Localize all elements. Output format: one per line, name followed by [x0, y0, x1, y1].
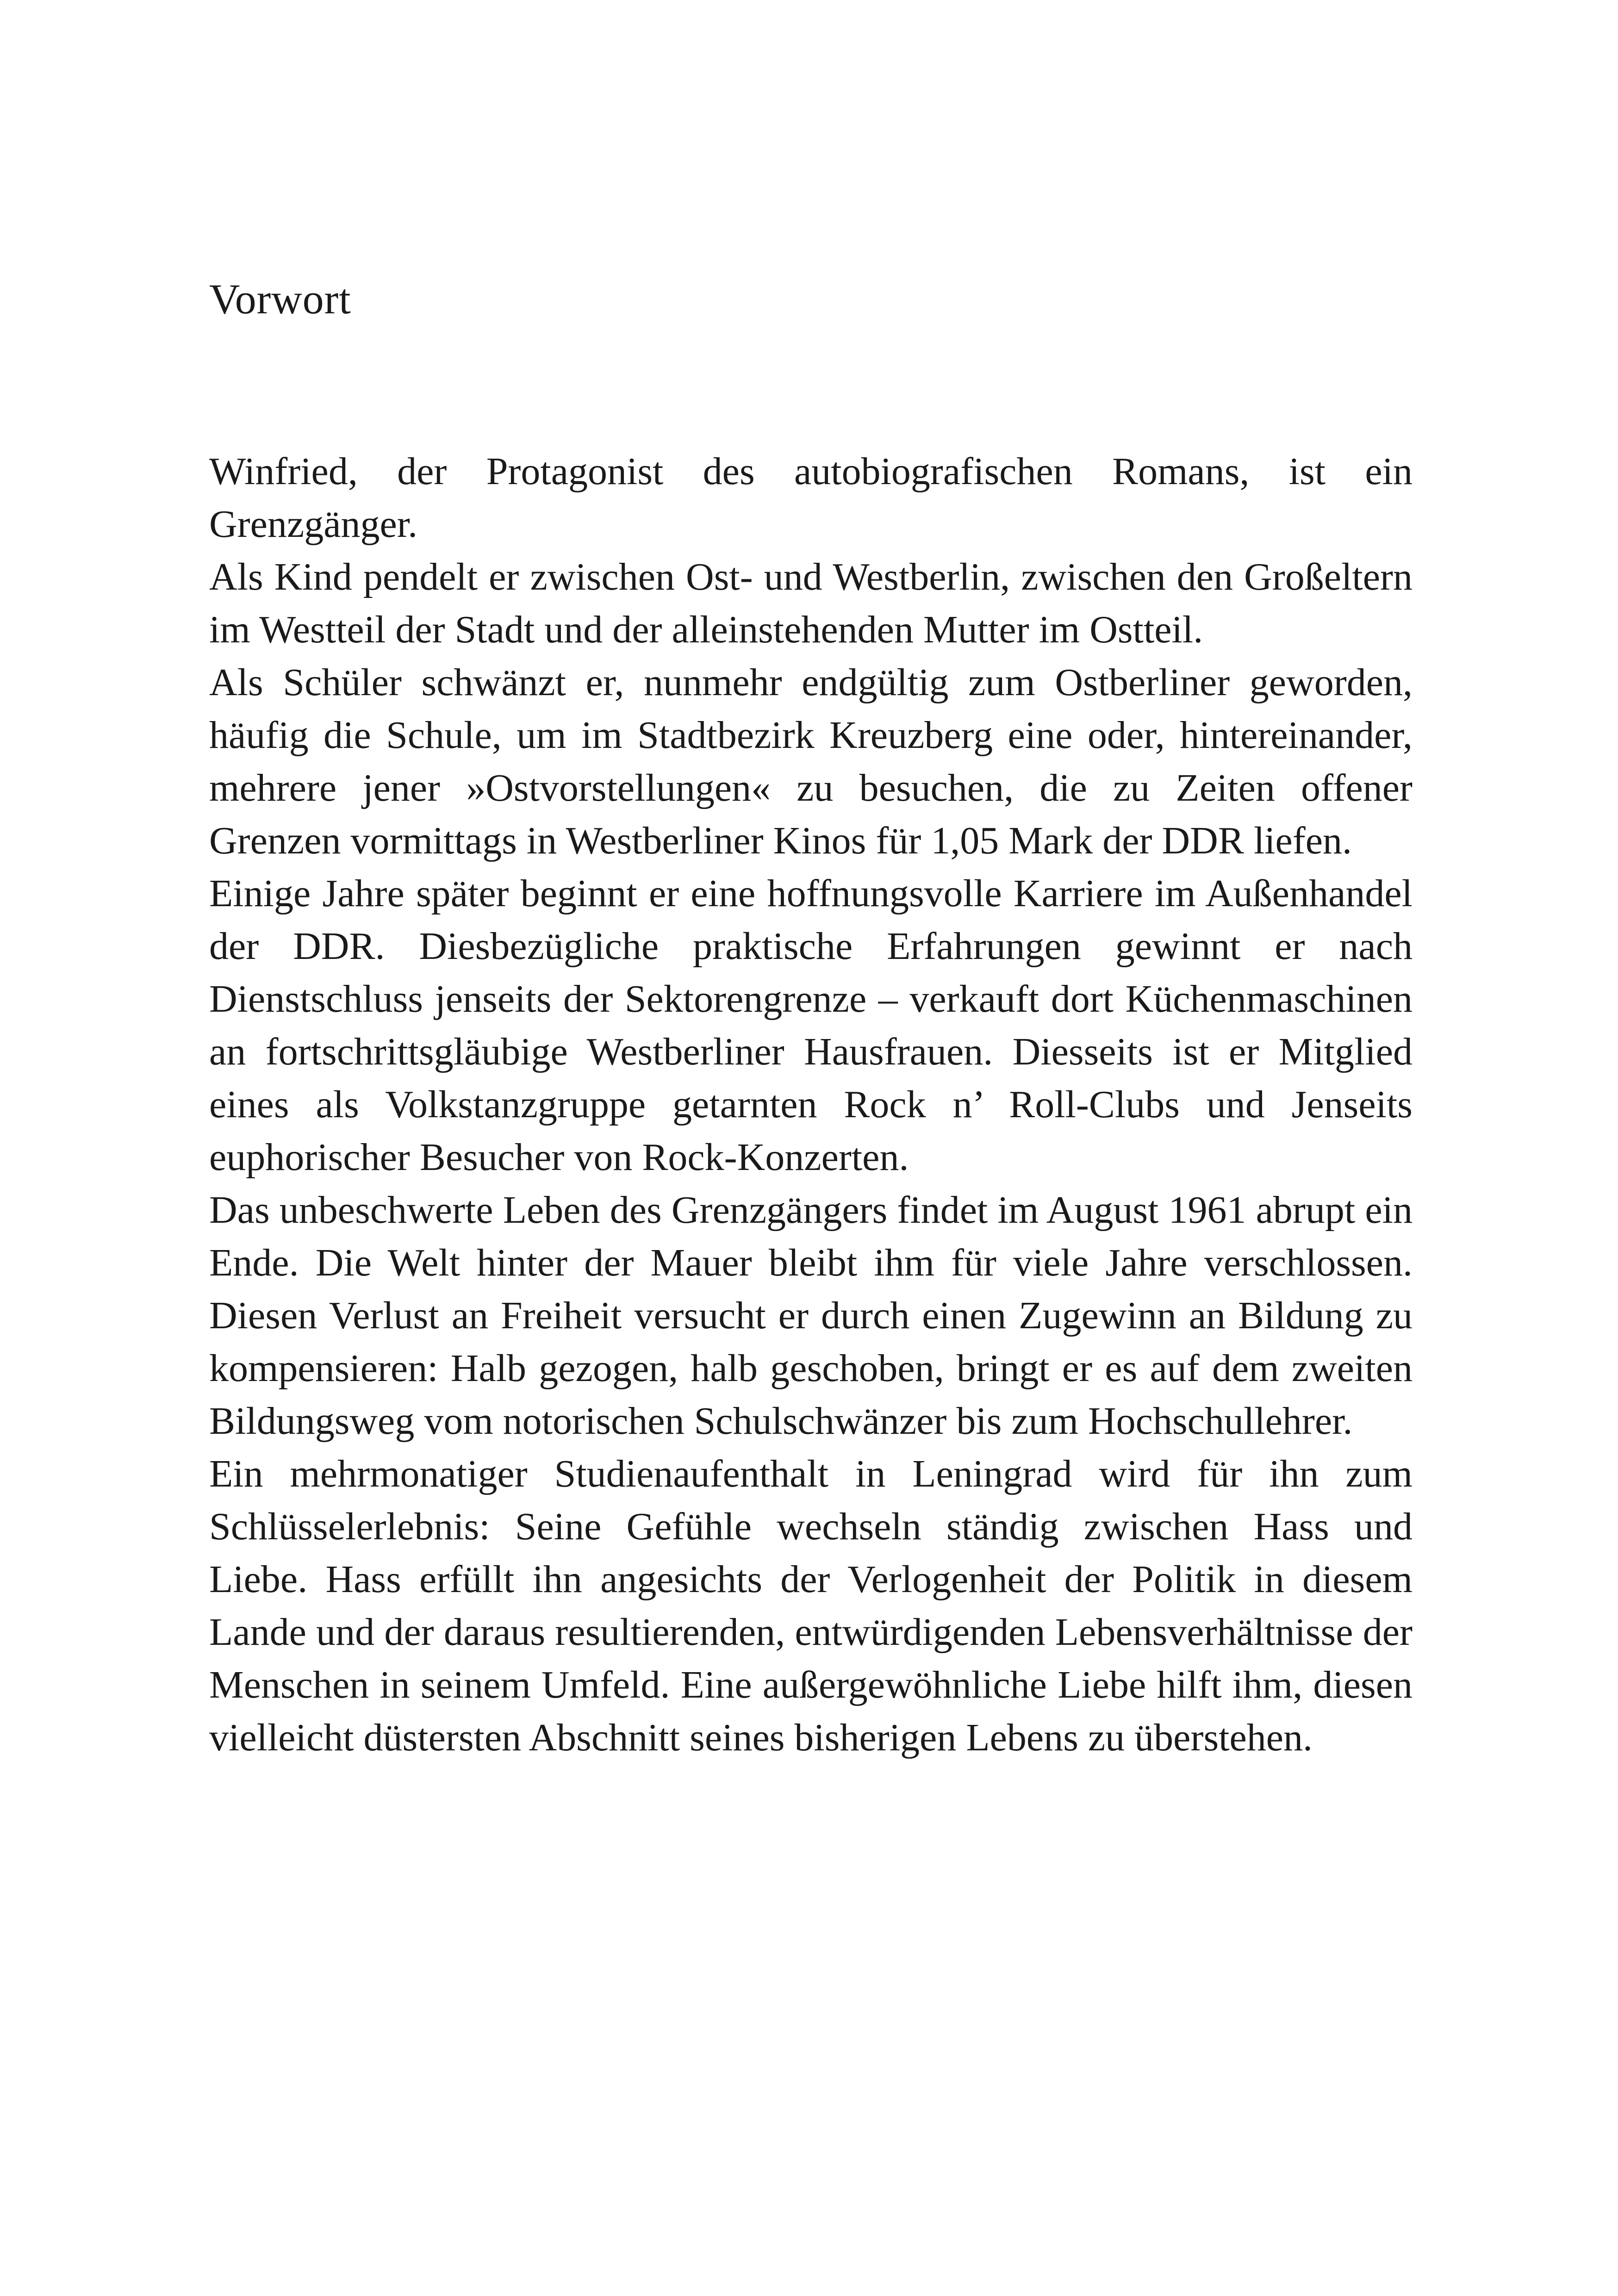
body-text [209, 445, 1413, 1764]
paragraph-5: Das unbeschwerte Leben des Grenzgängers findet im August 1961 abrupt ein Ende. Die Welt hinter der Mauer bleibt ihm für viele Jahre verschlossen. Diesen Verlust an Freiheit versucht er durch einen Zugewinn an Bildung zu kompensieren: Halb gezogen, halb geschoben, bringt er es auf dem zweiten Bildungsweg vom notorischen Schulschwänzer bis zum Hochschullehrer. [209, 1188, 1413, 1443]
paragraph-6: Ein mehrmonatiger Studienaufenthalt in Leningrad wird für ihn zum Schlüsselerlebnis: Seine Gefühle wechseln ständig zwischen Hass und Liebe. Hass erfüllt ihn angesichts der Verlogenheit der Politik in diesem Lande und der daraus resultierenden, entwürdigenden Lebensverhältnisse der Menschen in seinem Umfeld. Eine außergewöhnliche Liebe hilft ihm, diesen vielleicht düstersten Abschnitt seines bisherigen Lebens zu überstehen. [209, 1452, 1413, 1759]
paragraph-4: Einige Jahre später beginnt er eine hoffnungsvolle Karriere im Außenhandel der DDR. Diesbezügliche praktische Erfahrungen gewinnt er nach Dienstschluss jenseits der Sektorengrenze – verkauft dort Küchenmaschinen an fortschrittsgläubige Westberliner Hausfrauen. Diesseits ist er Mitglied eines als Volkstanzgruppe getarnten Rock n’ Roll-Clubs und Jenseits euphorischer Besucher von Rock-Konzerten. [209, 872, 1413, 1179]
page-content [209, 275, 1413, 1764]
page-title: Vorwort [209, 275, 351, 323]
paragraph-2: Als Kind pendelt er zwischen Ost- und Westberlin, zwischen den Großeltern im Westteil der Stadt und der alleinstehenden Mutter im Ostteil. [209, 555, 1413, 651]
paragraph-3: Als Schüler schwänzt er, nunmehr endgültig zum Ostberliner geworden, häufig die Schule, um im Stadtbezirk Kreuzberg eine oder, hintereinander, mehrere jener »Ostvorstellungen« zu besuchen, die zu Zeiten offener Grenzen vormittags in Westberliner Kinos für 1,05 Mark der DDR liefen. [209, 661, 1413, 862]
paragraph-1: Winfried, der Protagonist des autobiografischen Romans, ist ein Grenzgänger. [209, 450, 1413, 546]
